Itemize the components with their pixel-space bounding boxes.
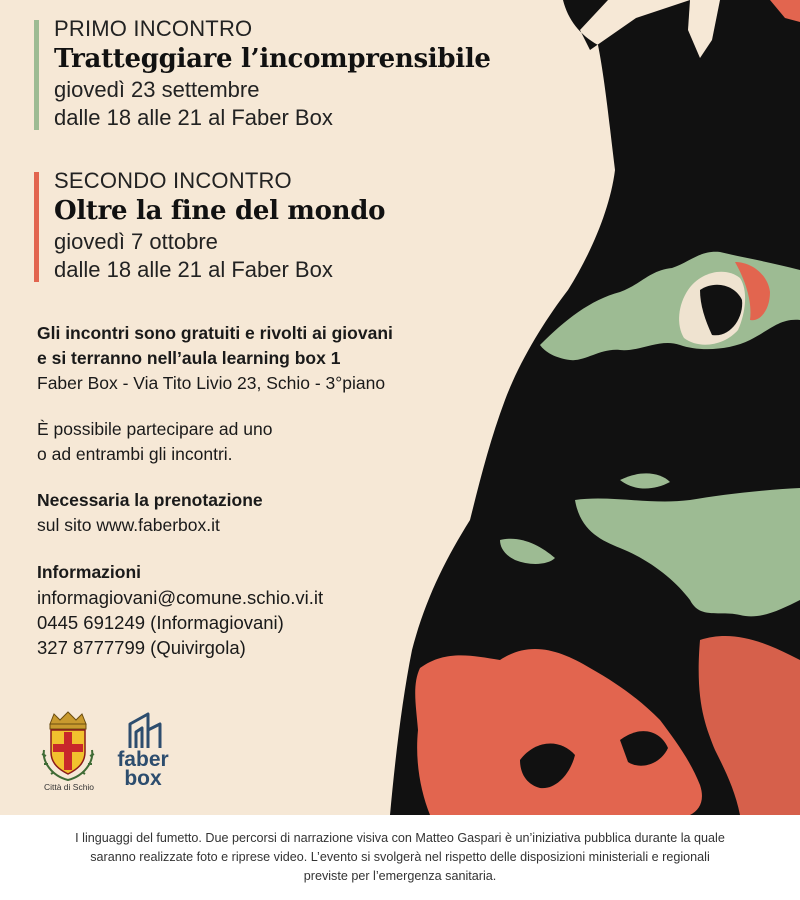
footer [0,815,800,900]
booking-link[interactable]: sul sito www.faberbox.it [37,515,220,535]
contact-email[interactable]: informagiovani@comune.schio.vi.it [37,587,324,608]
event-date: giovedì 23 settembre [54,77,260,102]
event-accent-bar [34,172,39,282]
choice-line-2: o ad entrambi gli incontri. [37,444,233,464]
faber-word-2: box [124,767,162,790]
event-date: giovedì 7 ottobre [54,229,218,254]
footer-disclaimer: I linguaggi del fumetto. Due percorsi di narrazione visiva con Matteo Gaspari è un’iniziativa pubblica durante la quale saranno realizzate foto e riprese video. L’evento si svolgerà nel rispetto delle disposizioni ministeriali e regionali previste per l’emergenza sanitaria. [75,831,725,883]
city-crest-icon [38,710,98,782]
faber-box-logo-icon [108,710,178,750]
address: Faber Box - Via Tito Livio 23, Schio - 3°piano [37,373,386,393]
choice-line-1: È possibile partecipare ad uno [37,419,273,439]
event-time: dalle 18 alle 21 al Faber Box [54,257,333,282]
info-block [37,321,477,660]
city-caption: Città di Schio [43,782,95,792]
event-time: dalle 18 alle 21 al Faber Box [54,105,333,130]
contacts-title: Informazioni [37,562,142,582]
faber-word-1: faber [117,748,169,771]
booking-title: Necessaria la prenotazione [37,490,263,510]
event-kicker: PRIMO INCONTRO [54,16,253,41]
event-title: Oltre la fine del mondo [54,196,386,226]
lead-line-1: Gli incontri sono gratuiti e rivolti ai giovani [37,323,393,343]
event-first [34,16,491,132]
event-accent-bar [34,20,39,130]
event-title: Tratteggiare l’incomprensibile [54,44,491,74]
contact-phone-2: 327 8777799 (Quivirgola) [37,637,246,658]
lead-line-2: e si terranno nell’aula learning box 1 [37,348,341,368]
faber-box-wordmark [108,750,178,788]
event-kicker: SECONDO INCONTRO [54,168,292,193]
contact-phone-1: 0445 691249 (Informagiovani) [37,612,284,633]
event-second [34,168,385,284]
